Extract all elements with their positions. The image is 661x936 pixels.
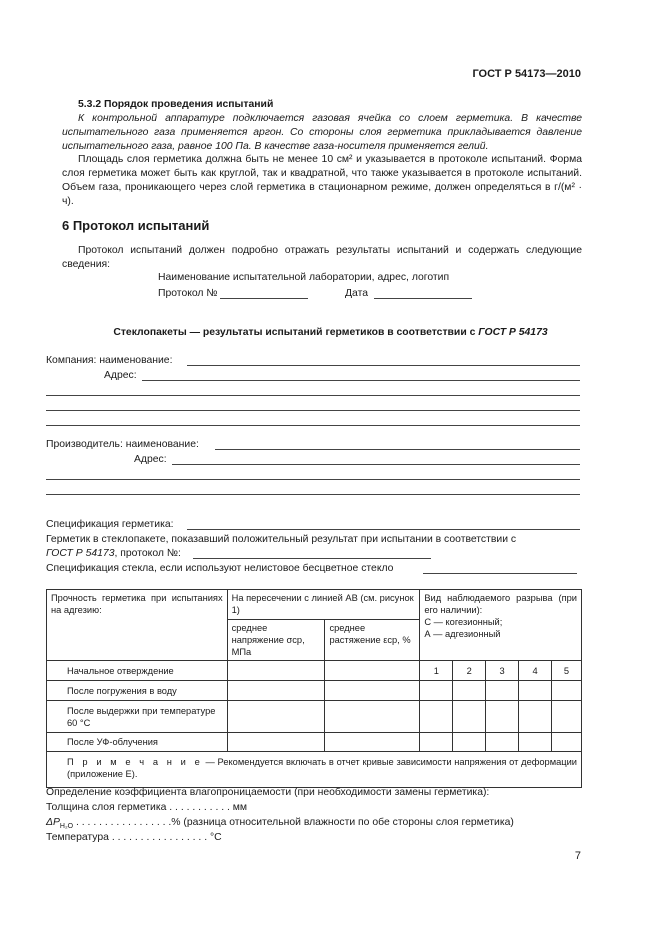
table-row-label: После УФ-облучения	[47, 733, 228, 752]
break-column-number: 4	[519, 661, 552, 681]
table-cell-input[interactable]	[227, 701, 325, 733]
table-cell-input[interactable]	[420, 733, 453, 752]
table-row-label: Начальное отверждение	[47, 661, 228, 681]
manufacturer-address-field[interactable]	[172, 464, 580, 465]
protocol-number-label: Протокол №	[158, 288, 218, 299]
manufacturer-field[interactable]	[215, 449, 580, 450]
table-cell-input[interactable]	[227, 733, 325, 752]
table-cell-input[interactable]	[325, 733, 420, 752]
lab-name-label: Наименование испытательной лаборатории, адрес, логотип	[158, 272, 450, 283]
sealant-positive-result-text: Герметик в стеклопакете, показавший положительный результат при испытании в соответствии с	[46, 534, 517, 545]
table-cell-input[interactable]	[552, 701, 582, 733]
sealant-spec-field[interactable]	[187, 529, 580, 530]
table-row-label: После погружения в воду	[47, 681, 228, 701]
company-address-line-3[interactable]	[46, 410, 580, 411]
glass-spec-field[interactable]	[423, 573, 577, 574]
permeability-title: Определение коэффициента влагопроницаемости (при необходимости замены герметика):	[46, 787, 490, 798]
table-cell-input[interactable]	[552, 733, 582, 752]
table-cell-input[interactable]	[519, 733, 552, 752]
break-column-number: 5	[552, 661, 582, 681]
temperature-field[interactable]: Температура . . . . . . . . . . . . . . . . . °С	[46, 832, 222, 843]
break-column-number: 3	[486, 661, 519, 681]
adhesion-results-table	[46, 589, 582, 788]
table-header-break-type: Вид наблюдаемого разрыва (при его наличии): С — когезионный; А — адгезионный	[420, 590, 582, 661]
break-column-number: 1	[420, 661, 453, 681]
table-header-strength: Прочность герметика при испытаниях на адгезию:	[47, 590, 228, 661]
thickness-field[interactable]: Толщина слоя герметика . . . . . . . . . . . мм	[46, 802, 248, 813]
section-title-532: 5.3.2 Порядок проведения испытаний	[78, 99, 274, 110]
company-address-label: Адрес:	[104, 370, 137, 381]
table-cell-input[interactable]	[453, 733, 486, 752]
glass-spec-label: Спецификация стекла, если используют нелистовое бесцветное стекло	[46, 563, 394, 574]
section-title-6: 6 Протокол испытаний	[62, 218, 210, 233]
table-cell-input[interactable]	[227, 681, 325, 701]
manufacturer-address-line-3[interactable]	[46, 494, 580, 495]
sealant-protocol-field[interactable]	[193, 558, 431, 559]
company-address-line-2[interactable]	[46, 395, 580, 396]
date-label: Дата	[345, 288, 369, 299]
table-cell-input[interactable]	[227, 661, 325, 681]
table-header-intersection: На пересечении с линией АВ (см. рисунок 1)	[227, 590, 420, 620]
paragraph-test-procedure: К контрольной аппаратуре подключается газовая ячейка со слоем герметика. В качестве испытательного газа применяется аргон. Со стороны слоя герметика прикладывается давление испытательного газа, равное 100 Па. В качестве газа-носителя применяется гелий.	[62, 113, 582, 152]
date-field[interactable]	[374, 298, 472, 299]
sealant-protocol-label: ГОСТ Р 54173, протокол №:	[46, 548, 181, 559]
table-cell-input[interactable]	[486, 701, 519, 733]
table-note: П р и м е ч а н и е — Рекомендуется включать в отчет кривые зависимости напряжения от деформации (приложение Е).	[47, 752, 582, 788]
table-cell-input[interactable]	[453, 681, 486, 701]
table-cell-input[interactable]	[420, 701, 453, 733]
table-cell-input[interactable]	[486, 681, 519, 701]
table-header-stress: среднее напряжение σср, МПа	[227, 620, 325, 661]
paragraph-sample-area: Площадь слоя герметика должна быть не менее 10 см² и указывается в протоколе испытаний. Форма слоя герметика может быть как круглой, так и квадратной, что также указывается в протоколе испытаний. Объем газа, проникающего через слой герметика в стационарном режиме, должен определяться в г/(м² · ч).	[62, 154, 582, 207]
humidity-difference-field[interactable]: $\Delta P_{H_2O}$ . . . . . . . . . . . . . . . . .% (разница относительной влажности по обе стороны слоя герметика)	[46, 817, 514, 831]
sealant-spec-label: Спецификация герметика:	[46, 519, 174, 530]
table-cell-input[interactable]	[325, 661, 420, 681]
company-address-line-4[interactable]	[46, 425, 580, 426]
table-cell-input[interactable]	[486, 733, 519, 752]
table-row-label: После выдержки при температуре 60 °С	[47, 701, 228, 733]
table-cell-input[interactable]	[519, 681, 552, 701]
company-address-field[interactable]	[142, 380, 580, 381]
table-cell-input[interactable]	[453, 701, 486, 733]
company-label: Компания: наименование:	[46, 355, 173, 366]
table-cell-input[interactable]	[325, 701, 420, 733]
table-cell-input[interactable]	[552, 681, 582, 701]
page-number: 7	[574, 850, 581, 862]
break-column-number: 2	[453, 661, 486, 681]
table-cell-input[interactable]	[519, 701, 552, 733]
manufacturer-label: Производитель: наименование:	[46, 439, 199, 450]
document-code: ГОСТ Р 54173—2010	[472, 68, 581, 80]
protocol-number-field[interactable]	[220, 298, 308, 299]
company-field[interactable]	[187, 365, 580, 366]
table-cell-input[interactable]	[420, 681, 453, 701]
manufacturer-address-label: Адрес:	[134, 454, 167, 465]
manufacturer-address-line-2[interactable]	[46, 479, 580, 480]
table-header-strain: среднее растяжение εср, %	[325, 620, 420, 661]
form-title: Стеклопакеты — результаты испытаний герметиков в соответствии с ГОСТ Р 54173	[113, 327, 548, 338]
paragraph-protocol: Протокол испытаний должен подробно отражать результаты испытаний и содержать следующие сведения:	[62, 245, 582, 270]
table-cell-input[interactable]	[325, 681, 420, 701]
